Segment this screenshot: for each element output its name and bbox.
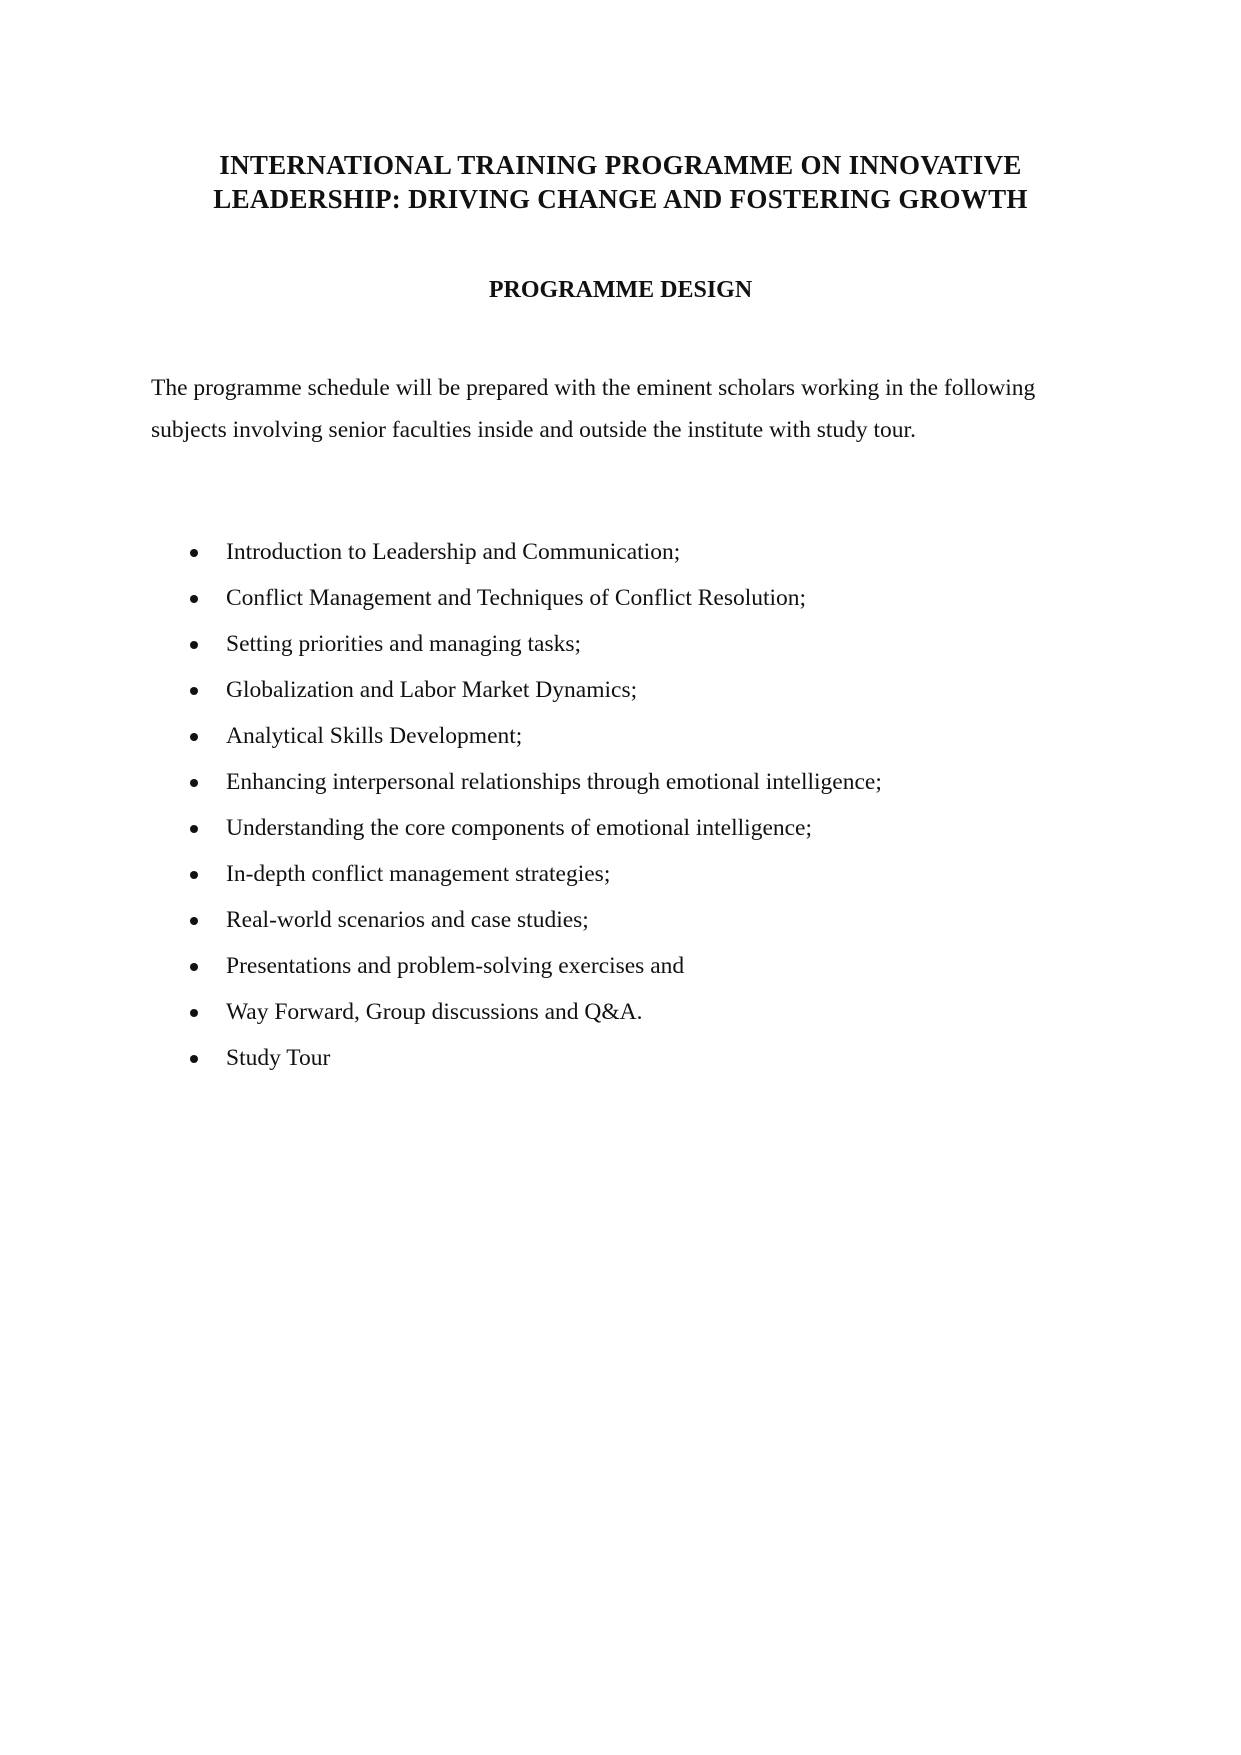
bullet-icon — [190, 549, 198, 557]
list-item — [190, 851, 1090, 897]
list-item-text: Setting priorities and managing tasks; — [226, 631, 582, 657]
list-item-text: Analytical Skills Development; — [226, 723, 523, 749]
bullet-icon — [190, 1055, 198, 1063]
list-item — [190, 1035, 1090, 1081]
bullet-icon — [190, 779, 198, 787]
list-item — [190, 989, 1090, 1035]
list-item-text: Globalization and Labor Market Dynamics; — [226, 677, 638, 703]
list-item-text: Study Tour — [226, 1045, 331, 1071]
list-item — [190, 621, 1090, 667]
list-item — [190, 529, 1090, 575]
list-item-text: In-depth conflict management strategies; — [226, 861, 611, 887]
bullet-icon — [190, 825, 198, 833]
list-item — [190, 943, 1090, 989]
bullet-icon — [190, 595, 198, 603]
bullet-icon — [190, 1009, 198, 1017]
intro-line: The programme schedule will be prepared with the eminent scholars working in the following — [151, 375, 1036, 401]
document-title — [150, 148, 1091, 216]
intro-paragraph — [151, 367, 1111, 451]
list-item — [190, 713, 1090, 759]
list-item-text: Way Forward, Group discussions and Q&A. — [226, 999, 643, 1025]
title-line: INTERNATIONAL TRAINING PROGRAMME ON INNOVATIVE — [219, 150, 1022, 180]
list-item — [190, 897, 1090, 943]
section-heading: PROGRAMME DESIGN — [488, 277, 753, 303]
bullet-icon — [190, 871, 198, 879]
bullet-icon — [190, 641, 198, 649]
intro-line: subjects involving senior faculties inside and outside the institute with study tour. — [151, 417, 916, 443]
list-item — [190, 575, 1090, 621]
list-item-text: Presentations and problem-solving exercises and — [226, 953, 685, 979]
title-line: LEADERSHIP: DRIVING CHANGE AND FOSTERING GROWTH — [213, 184, 1028, 214]
bullet-icon — [190, 963, 198, 971]
list-item-text: Understanding the core components of emotional intelligence; — [226, 815, 813, 841]
bullet-icon — [190, 687, 198, 695]
list-item-text: Conflict Management and Techniques of Conflict Resolution; — [226, 585, 807, 611]
list-item — [190, 759, 1090, 805]
bullet-icon — [190, 733, 198, 741]
list-item-text: Real-world scenarios and case studies; — [226, 907, 589, 933]
list-item-text: Enhancing interpersonal relationships through emotional intelligence; — [226, 769, 882, 795]
list-item-text: Introduction to Leadership and Communication; — [226, 539, 681, 565]
list-item — [190, 667, 1090, 713]
topic-list — [190, 529, 1090, 1081]
bullet-icon — [190, 917, 198, 925]
list-item — [190, 805, 1090, 851]
